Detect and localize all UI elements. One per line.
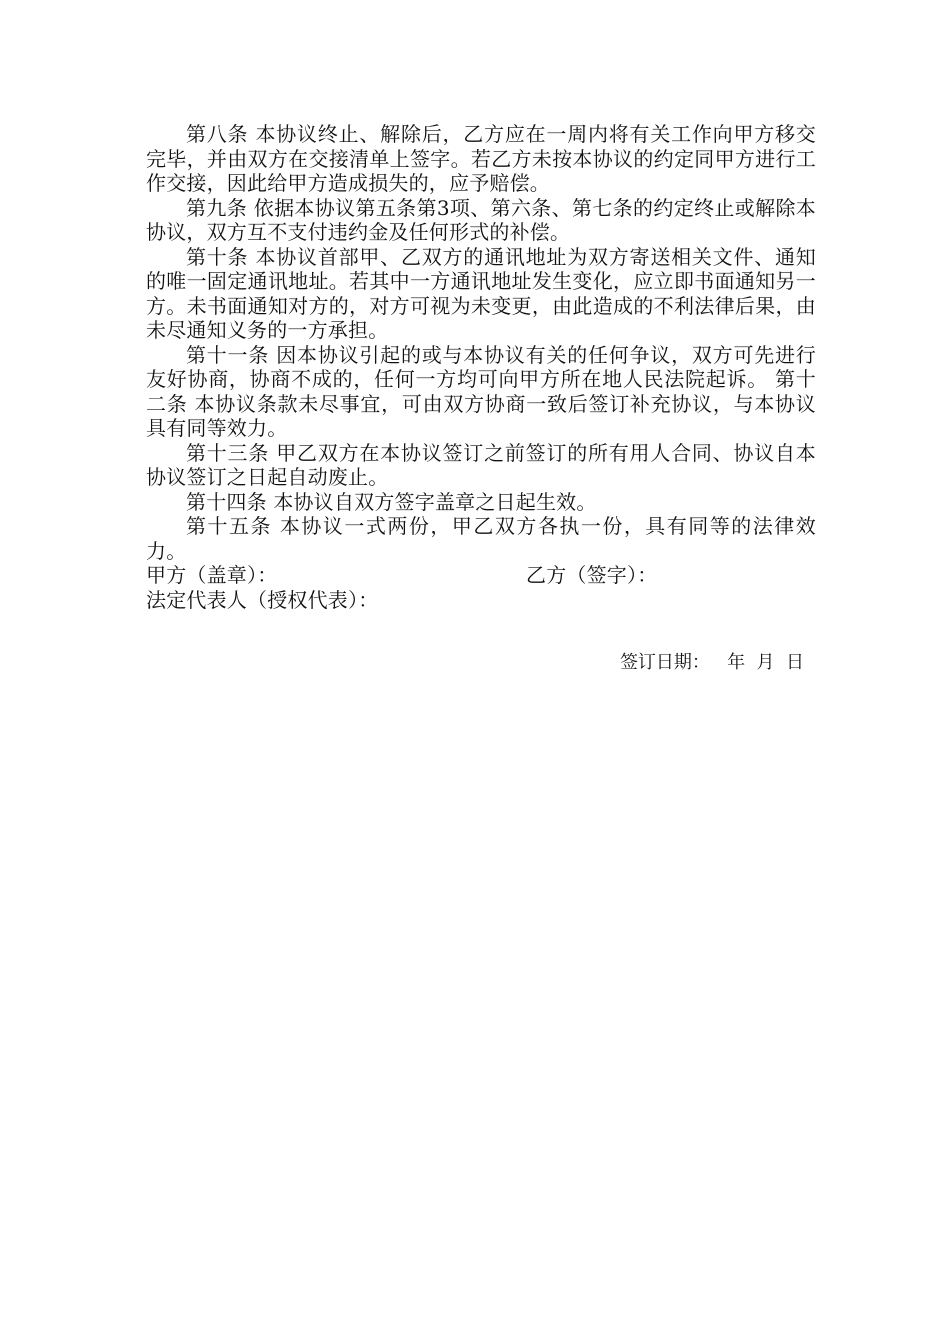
clause-9: 第九条 依据本协议第五条第3项、第六条、第七条的约定终止或解除本协议，双方互不支付违约金及任何形式的补偿。 xyxy=(146,195,816,244)
clause-15: 第十五条 本协议一式两份，甲乙双方各执一份，具有同等的法律效力。 xyxy=(146,514,816,563)
clause-14: 第十四条 本协议自双方签字盖章之日起生效。 xyxy=(186,489,597,514)
legal-representative-label: 法定代表人（授权代表）： xyxy=(146,587,379,612)
clause-8: 第八条 本协议终止、解除后，乙方应在一周内将有关工作向甲方移交完毕，并由双方在交接清单上签字。若乙方未按本协议的约定同甲方进行工作交接，因此给甲方造成损失的，应予赔偿。 xyxy=(146,122,816,195)
party-b-signature-label: 乙方（签字）： xyxy=(526,563,658,587)
clause-10: 第十条 本协议首部甲、乙双方的通讯地址为双方寄送相关文件、通知的唯一固定通讯地址。若其中一方通讯地址发生变化，应立即书面通知另一方。未书面通知对方的，对方可视为未变更，由此造成的不利法律后果，由未尽通知义务的一方承担。 xyxy=(146,244,816,342)
clause-11-12: 第十一条 因本协议引起的或与本协议有关的任何争议，双方可先进行友好协商，协商不成的，任何一方均可向甲方所在地人民法院起诉。 第十二条 本协议条款未尽事宜，可由双方协商一致后签订补充协议，与本协议具有同等效力。 xyxy=(146,342,816,440)
party-a-seal-label: 甲方（盖章）： xyxy=(146,563,278,587)
signing-date: 签订日期： 年 月 日 xyxy=(619,652,804,673)
clause-13: 第十三条 甲乙双方在本协议签订之前签订的所有用人合同、协议自本协议签订之日起自动废止。 xyxy=(146,440,816,489)
signature-row xyxy=(146,563,816,588)
agreement-body xyxy=(146,122,816,612)
